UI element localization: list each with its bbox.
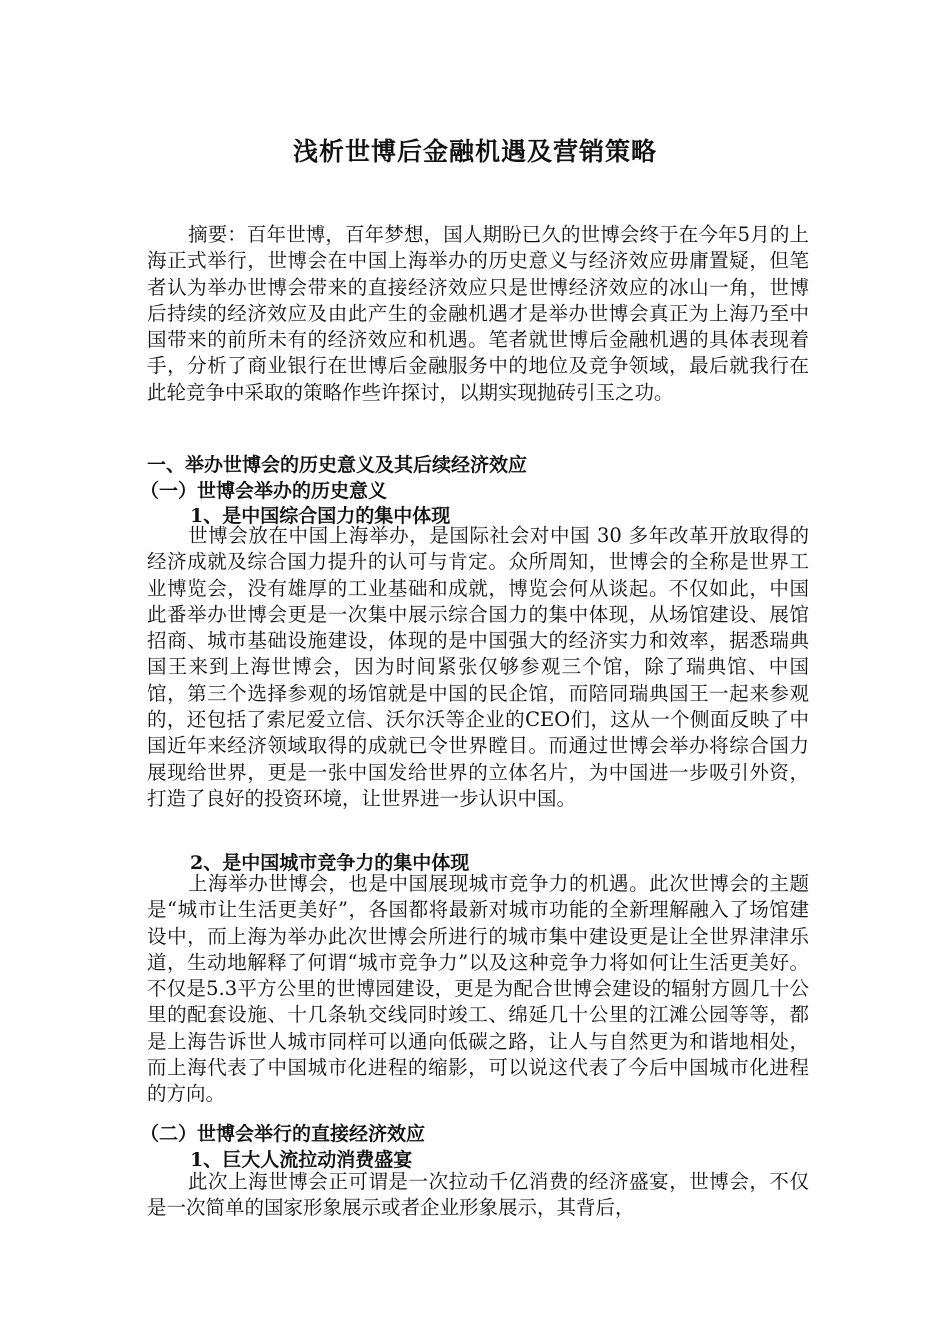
item-heading-1: 1、是中国综合国力的集中体现: [190, 505, 451, 527]
item-heading-3: 1、巨大人流拉动消费盛宴: [190, 1149, 413, 1171]
item-heading-2: 2、是中国城市竞争力的集中体现: [190, 852, 470, 874]
item-paragraph-3: 此次上海世博会正可谓是一次拉动千亿消费的经济盛宴，世博会，不仅是一次简单的国家形象展示或者企业形象展示，其背后，: [147, 1170, 809, 1220]
document-title: 浅析世博后金融机遇及营销策略: [292, 137, 657, 166]
item-paragraph-2: 上海举办世博会，也是中国展现城市竞争力的机遇。此次世博会的主题是“城市让生活更美好”，各国都将最新对城市功能的全新理解融入了场馆建设中，而上海为举办此次世博会所进行的城市集中建设更是让全世界津津乐道，生动地解释了何谓“城市竞争力”以及这种竞争力将如何让生活更美好。不仅是5.3平方公里的世博园建设，更是为配合世博会建设的辐射方圆几十公里的配套设施、十几条轨交线同时竣工、绵延几十公里的江滩公园等等，都是上海告诉世人城市同样可以通向低碳之路，让人与自然更为和谐地相处，而上海代表了中国城市化进程的缩影，可以说这代表了今后中国城市化进程的方向。: [147, 872, 809, 1106]
subsection-heading-1: （一）世博会举办的历史意义: [140, 480, 388, 502]
item-paragraph-1: 世博会放在中国上海举办，是国际社会对中国 30 多年改革开放取得的经济成就及综合国力提升的认可与肯定。众所周知，世博会的全称是世界工业博览会，没有雄厚的工业基础和成就，博览会何从谈起。不仅如此，中国此番举办世博会更是一次集中展示综合国力的集中体现，从场馆建设、展馆招商、城市基础设施建设，体现的是中国强大的经济实力和效率，据悉瑞典国王来到上海世博会，因为时间紧张仅够参观三个馆，除了瑞典馆、中国馆，第三个选择参观的场馆就是中国的民企馆，而陪同瑞典国王一起来参观的，还包括了索尼爱立信、沃尔沃等企业的CEO们，这从一个侧面反映了中国近年来经济领域取得的成就已令世界瞠目。而通过世博会举办将综合国力展现给世界，更是一张中国发给世界的立体名片，为中国进一步吸引外资，打造了良好的投资环境，让世界进一步认识中国。: [147, 524, 809, 810]
abstract-paragraph: 摘要：百年世博，百年梦想，国人期盼已久的世博会终于在今年5月的上海正式举行，世博会在中国上海举办的历史意义与经济效应毋庸置疑，但笔者认为举办世博会带来的直接经济效应只是世博经济效应的冰山一角，世博后持续的经济效应及由此产生的金融机遇才是举办世博会真正为上海乃至中国带来的前所未有的经济效应和机遇。笔者就世博后金融机遇的具体表现着手，分析了商业银行在世博后金融服务中的地位及竞争领域，最后就我行在此轮竞争中采取的策略作些许探讨，以期实现抛砖引玉之功。: [147, 223, 809, 404]
subsection-heading-2: （二）世博会举行的直接经济效应: [140, 1123, 426, 1145]
section-heading-1: 一、举办世博会的历史意义及其后续经济效应: [147, 454, 528, 476]
